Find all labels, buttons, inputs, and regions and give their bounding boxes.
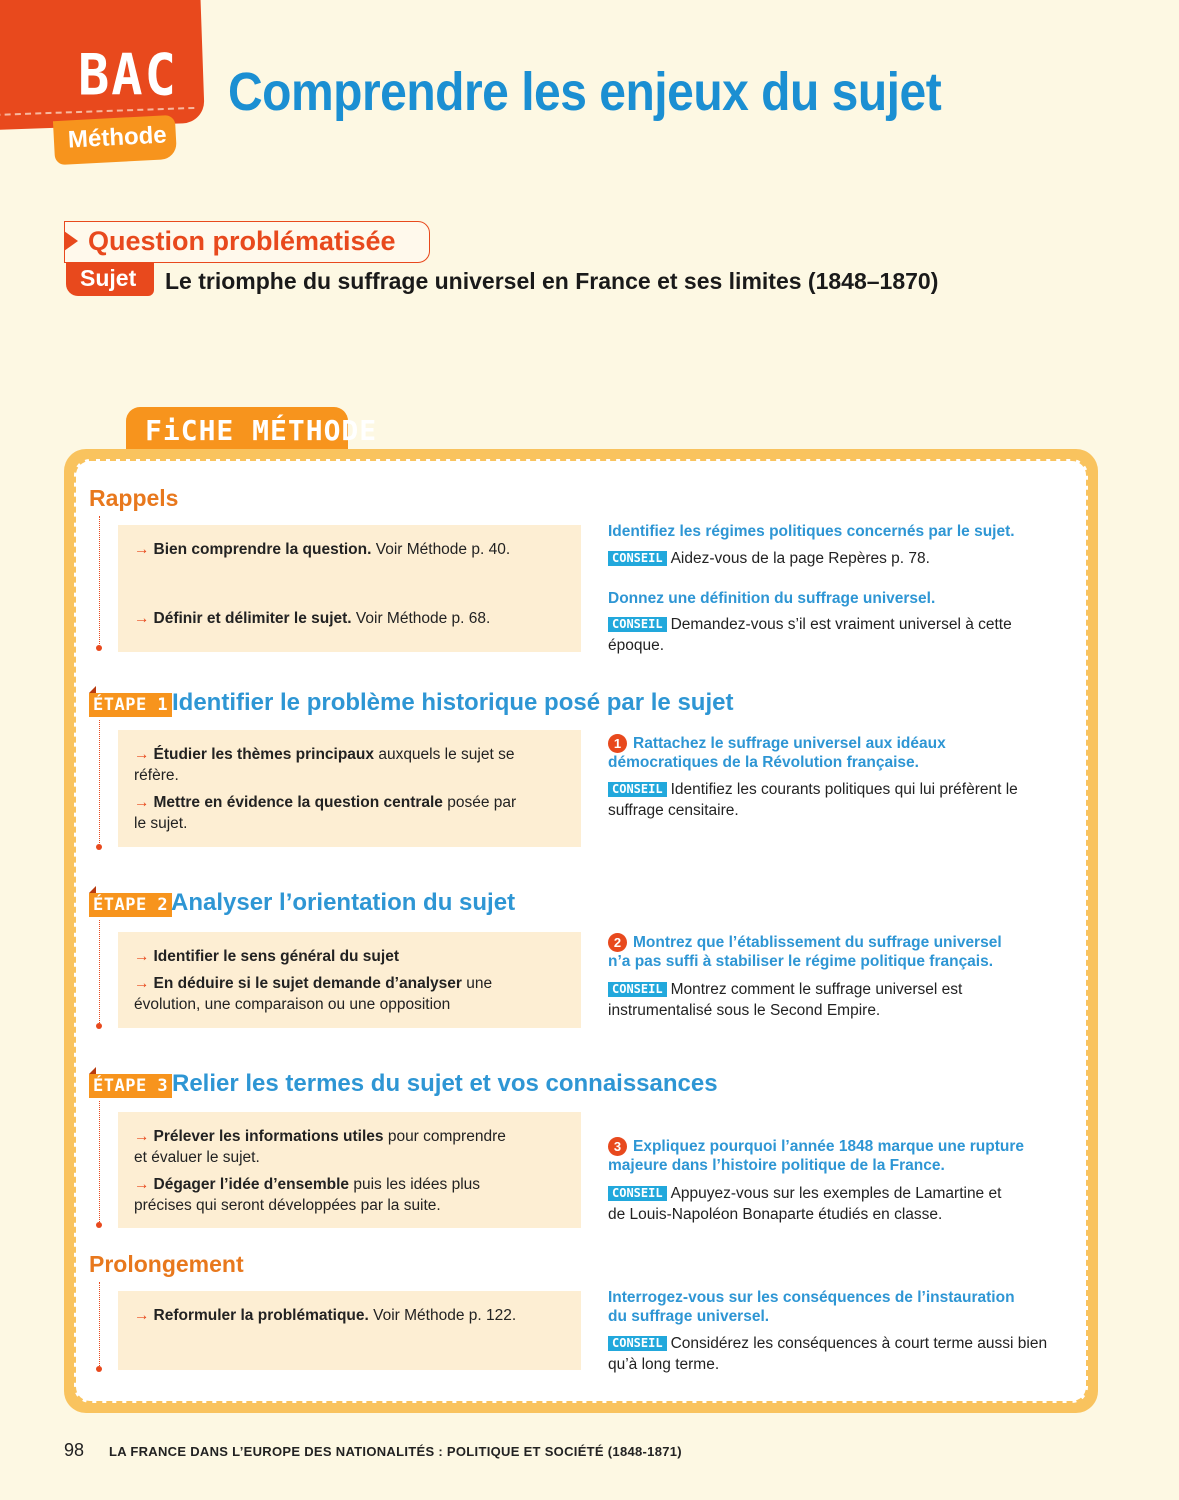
rappels-box (118, 525, 581, 652)
etape-3-box (118, 1112, 581, 1228)
play-arrow-icon (64, 231, 78, 251)
list-item: → Mettre en évidence la question centrale posée par le sujet. (134, 794, 517, 832)
etape-1-line (99, 720, 100, 843)
sujet-label: Sujet (80, 265, 137, 291)
running-footer: LA FRANCE DANS L’EUROPE DES NATIONALITÉS : POLITIQUE ET SOCIÉTÉ (1848-1871) (109, 1444, 682, 1459)
prolongement-box (118, 1291, 581, 1370)
page-title: Comprendre les enjeux du sujet (228, 63, 942, 123)
etape-2-conseil: CONSEIL Montrez comment le suffrage universel est instrumentalisé sous le Second Empire. (608, 981, 963, 1019)
sujet-text: Le triomphe du suffrage universel en France et ses limites (1848–1870) (165, 268, 939, 294)
etape-3-line (99, 1101, 100, 1222)
number-badge: 2 (608, 933, 627, 952)
rappels-dot (96, 645, 102, 651)
etape-1-box (118, 730, 581, 847)
rappels-conseil-2: CONSEIL Demandez-vous s’il est vraiment universel à cette époque. (608, 616, 1012, 654)
rappels-line (99, 516, 100, 644)
list-item: → Identifier le sens général du sujet (134, 948, 399, 965)
etape-2-box (118, 932, 581, 1028)
rappels-question-2: Donnez une définition du suffrage universel. (608, 590, 936, 607)
etape-2-dot (96, 1023, 102, 1029)
number-badge: 3 (608, 1137, 627, 1156)
list-item: → En déduire si le sujet demande d’analyser une évolution, une comparaison ou une opposition (134, 975, 493, 1013)
etape-2-tag: ÉTAPE 2 (89, 893, 172, 917)
etape-1-dot (96, 844, 102, 850)
fiche-label: FiCHE MÉTHODE (145, 414, 378, 447)
list-item: → Bien comprendre la question. Voir Méthode p. 40. (134, 541, 511, 558)
rappels-question-1: Identifiez les régimes politiques concernés par le sujet. (608, 523, 1015, 540)
etape-2-question: 2 Montrez que l’établissement du suffrage universel n’a pas suffi à stabiliser le régime politique français. (608, 934, 1002, 970)
etape-1-tag: ÉTAPE 1 (89, 693, 172, 717)
etape-2-title: Analyser l’orientation du sujet (171, 889, 516, 916)
prolongement-title: Prolongement (89, 1251, 244, 1277)
list-item: → Dégager l’idée d’ensemble puis les idées plus précises qui seront développées par la suite. (134, 1176, 481, 1214)
etape-1-conseil: CONSEIL Identifiez les courants politiques qui lui préfèrent le suffrage censitaire. (608, 781, 1018, 819)
list-item: → Prélever les informations utiles pour comprendre et évaluer le sujet. (134, 1128, 506, 1166)
prolongement-question: Interrogez-vous sur les conséquences de l’instauration du suffrage universel. (608, 1289, 1015, 1325)
rappels-title: Rappels (89, 485, 179, 511)
etape-3-dot (96, 1222, 102, 1228)
list-item: → Définir et délimiter le sujet. Voir Méthode p. 68. (134, 610, 491, 627)
list-item: → Étudier les thèmes principaux auxquels le sujet se réfère. (134, 746, 515, 784)
methode-label: Méthode (67, 121, 168, 154)
prolongement-line (99, 1282, 100, 1366)
etape-3-conseil: CONSEIL Appuyez-vous sur les exemples de Lamartine et de Louis-Napoléon Bonaparte étudiés en classe. (608, 1185, 1002, 1223)
etape-2-line (99, 920, 100, 1023)
prolongement-dot (96, 1366, 102, 1372)
etape-3-tag: ÉTAPE 3 (89, 1074, 172, 1098)
etape-3-question: 3 Expliquez pourquoi l’année 1848 marque une rupture majeure dans l’histoire politique de la France. (608, 1138, 1025, 1174)
bac-label: BAC (78, 43, 178, 109)
list-item: → Reformuler la problématique. Voir Méthode p. 122. (134, 1307, 517, 1324)
etape-1-question: 1 Rattachez le suffrage universel aux idéaux démocratiques de la Révolution française. (608, 735, 946, 771)
etape-3-title: Relier les termes du sujet et vos connaissances (172, 1070, 718, 1097)
question-label: Question problématisée (88, 226, 396, 256)
etape-1-title: Identifier le problème historique posé par le sujet (172, 689, 734, 716)
number-badge: 1 (608, 734, 627, 753)
rappels-conseil-1: CONSEIL Aidez-vous de la page Repères p. 78. (608, 548, 1058, 569)
page-number: 98 (64, 1440, 85, 1460)
prolongement-conseil: CONSEIL Considérez les conséquences à court terme aussi bien qu’à long terme. (608, 1335, 1048, 1373)
